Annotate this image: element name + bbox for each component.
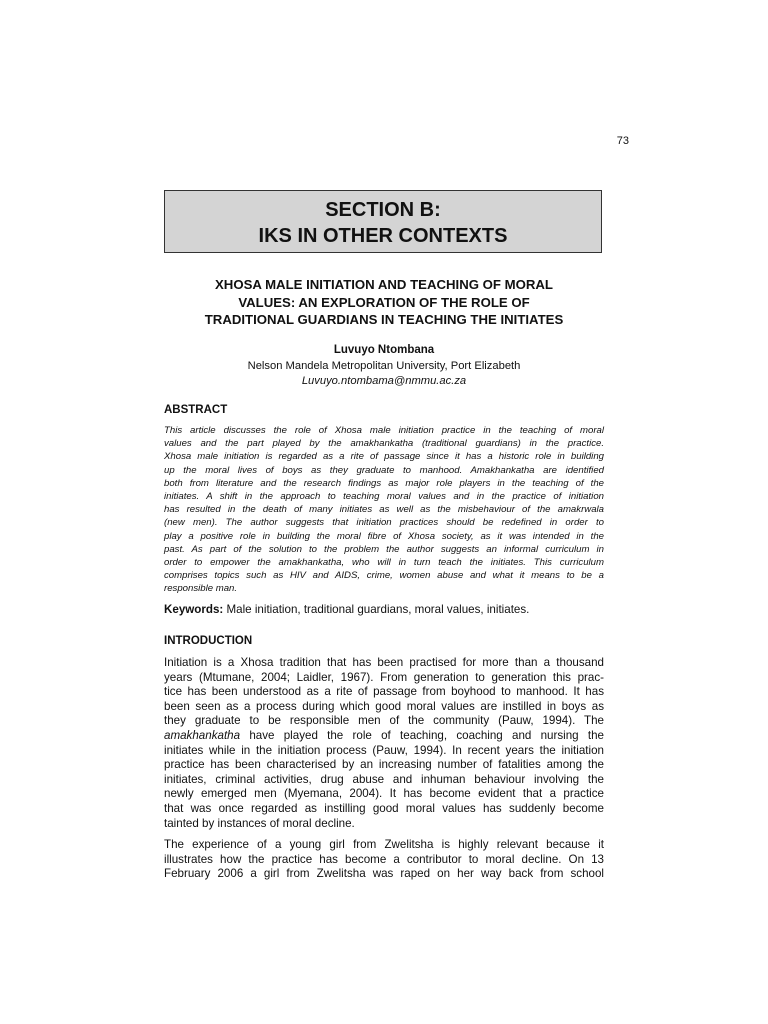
keywords [164, 603, 604, 616]
abstract-line: order to empower the amakhankatha, who will in turn teach the initiates. This curriculum [164, 557, 604, 569]
author-email: Luvuyo.ntombama@nmmu.ac.za [301, 375, 467, 387]
paragraph-line: they graduate to be responsible men of the community (Pauw, 1994). The [164, 714, 604, 728]
paragraph-line: tice has been understood as a rite of passage from boyhood to manhood. It has [164, 685, 604, 699]
abstract-line: (new men). The author suggests that initiation practices should be redefined in order to [164, 517, 604, 529]
author-affiliation: Nelson Mandela Metropolitan University, Port Elizabeth [247, 360, 521, 372]
paragraph-line: illustrates how the practice has become a contributor to moral decline. On 13 [164, 852, 604, 866]
abstract-line: responsible man. [164, 583, 238, 595]
abstract-body [164, 424, 604, 596]
article-title-line: XHOSA MALE INITIATION AND TEACHING OF MORAL [215, 277, 553, 292]
introduction-paragraph-1 [164, 656, 604, 831]
paragraph-line: February 2006 a girl from Zwelitsha was raped on her way back from school [164, 867, 604, 881]
section-title: IKS IN OTHER CONTEXTS [258, 225, 508, 247]
abstract-line: This article discusses the role of Xhosa male initiation practice in the teaching of moral [164, 425, 604, 436]
paragraph-line-text: have played the role of teaching, coaching and nursing the [249, 728, 604, 742]
paragraph-line: practice has been characterised by an increasing number of fatalities among the [164, 758, 604, 772]
paragraph-line: that was once regarded as instilling good moral values has suddenly become [164, 801, 604, 815]
paragraph-line: years (Mtumane, 2004; Laidler, 1967). From generation to generation this prac- [164, 670, 604, 684]
article-title-line: TRADITIONAL GUARDIANS IN TEACHING THE INITIATES [204, 312, 564, 327]
paragraph-line: The experience of a young girl from Zwelitsha is highly relevant because it [164, 838, 604, 851]
section-header-box [164, 190, 602, 253]
abstract-line: past. As part of the solution to the problem the author suggests an informal curriculum in [164, 543, 604, 555]
paragraph-line: initiates while in the initiation process (Pauw, 1994). In recent years the initiation [164, 743, 604, 757]
abstract-line: values and the part played by the amakhankatha (traditional guardians) in the practice. [164, 438, 604, 450]
paragraph-line: newly emerged men (Myemana, 2004). It has become evident that a practice [164, 787, 604, 801]
abstract-line: Xhosa male initiation is regarded as a rite of passage since it has a historic role in building [164, 451, 604, 463]
abstract-line: play a positive role in building the moral fibre of Xhosa society, as it was intended in the [164, 530, 604, 542]
author-name: Luvuyo Ntombana [333, 344, 435, 356]
italic-term: amakhankatha [164, 728, 241, 742]
abstract-line: up the moral lives of boys as they graduate to manhood. Amakhankatha are identified [164, 464, 604, 476]
paragraph-line: Initiation is a Xhosa tradition that has been practised for more than a thousand [164, 656, 604, 669]
keywords-label: Keywords: [164, 603, 224, 616]
abstract-line: has resulted in the death of many initiates as well as the misbehaviour of the amakrwala [164, 504, 604, 516]
article-title-line: VALUES: AN EXPLORATION OF THE ROLE OF [238, 294, 530, 310]
abstract-heading: ABSTRACT [164, 404, 228, 416]
paragraph-line: been seen as a process during which good moral values are instilled in boys as [164, 699, 604, 713]
abstract-line: comprises topics such as HIV and AIDS, crime, women abuse and what it means to be a [164, 570, 604, 582]
introduction-heading: INTRODUCTION [164, 635, 253, 647]
abstract-line: initiates. A shift in the approach to teaching moral values and in the practice of initiation [164, 491, 604, 503]
abstract-line: both from literature and the research findings as major role players in the teaching of the [164, 477, 604, 489]
keywords-text: Male initiation, traditional guardians, moral values, initiates. [223, 603, 530, 616]
paragraph-line: initiates, criminal activities, drug abuse and inhuman behaviour involving the [164, 772, 604, 786]
page-number: 73 [616, 135, 629, 147]
article-title [164, 276, 604, 329]
paragraph-line [164, 729, 604, 744]
section-label: SECTION B: [325, 199, 441, 221]
introduction-paragraph-2 [164, 838, 604, 882]
paragraph-line: tainted by instances of moral decline. [164, 816, 355, 830]
